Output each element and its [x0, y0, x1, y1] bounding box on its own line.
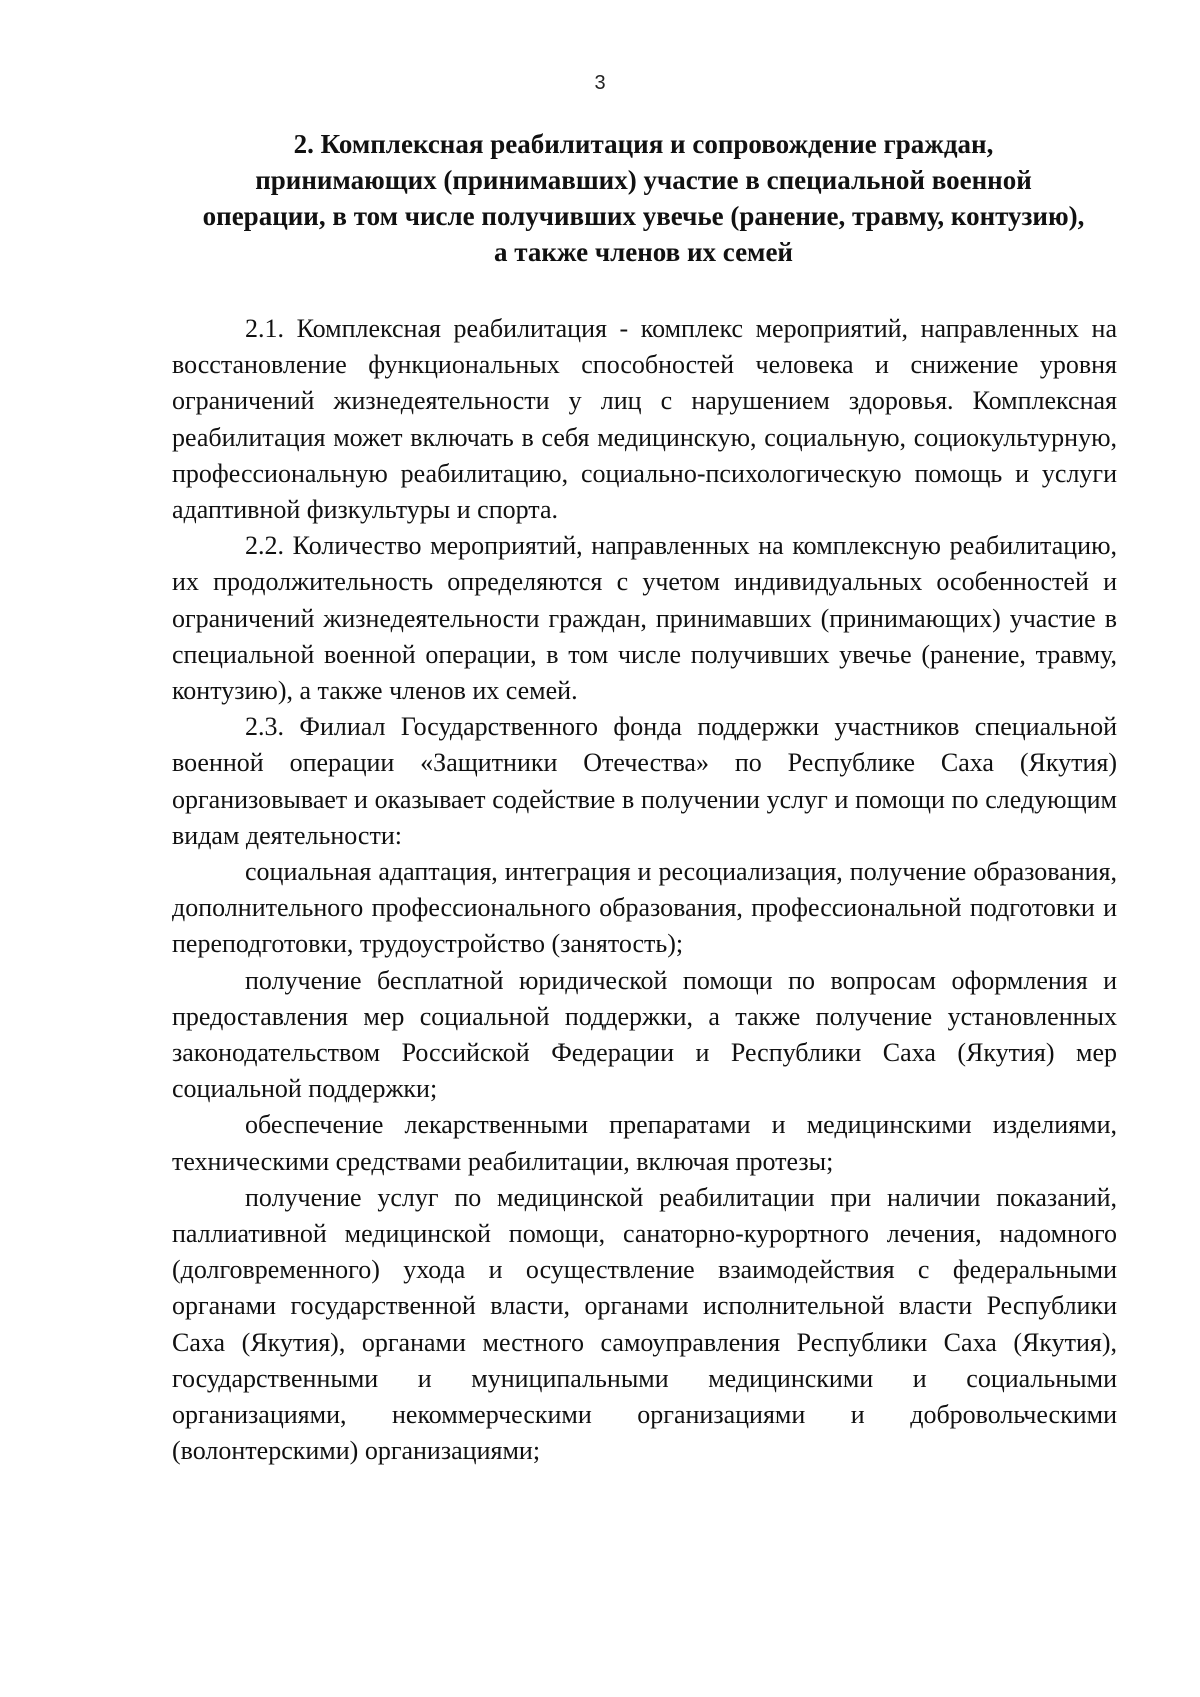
paragraph-2-1: 2.1. Комплексная реабилитация - комплекс мероприятий, направленных на восстановление функциональных способностей человека и снижение уровня ограничений жизнедеятельности у лиц с нарушением здоровья. Комплексная реабилитация может включать в себя медицинскую, социальную, социокультурную, профессиональную реабилитацию, социально-психологическую помощь и услуги адаптивной физкультуры и спорта.: [172, 314, 1117, 525]
heading-line: 2. Комплексная реабилитация и сопровождение граждан,: [293, 129, 994, 159]
list-item-legal-aid: получение бесплатной юридической помощи по вопросам оформления и предоставления мер социальной поддержки, а также получение установленных законодательством Российской Федерации и Республики Саха (Якутия) мер социальной поддержки;: [172, 965, 1117, 1104]
paragraph-2-2: 2.2. Количество мероприятий, направленных на комплексную реабилитацию, их продолжительность определяются с учетом индивидуальных особенностей и ограничений жизнедеятельности граждан, принимавших (принимающих) участие в специальной военной операции, в том числе получивших увечье (ранение, травму, контузию), а также членов их семей.: [172, 531, 1117, 706]
paragraph-2-3: 2.3. Филиал Государственного фонда поддержки участников специальной военной операции «Защитники Отечества» по Республике Саха (Якутия) организовывает и оказывает содействие в получении услуг и помощи по следующим видам деятельности:: [172, 712, 1117, 850]
list-item-medication-supply: обеспечение лекарственными препаратами и медицинскими изделиями, техническими средствами реабилитации, включая протезы;: [172, 1110, 1117, 1176]
heading-line: а также членов их семей: [494, 237, 793, 267]
heading-line: принимающих (принимавших) участие в специальной военной: [255, 165, 1032, 195]
list-item-social-adaptation: социальная адаптация, интеграция и ресоциализация, получение образования, дополнительного профессионального образования, профессиональной подготовки и переподготовки, трудоустройство (занятость);: [172, 857, 1117, 959]
document-body: [172, 311, 1117, 1470]
list-item-medical-rehabilitation: получение услуг по медицинской реабилитации при наличии показаний, паллиативной медицинской помощи, санаторно-курортного лечения, надомного (долговременного) ухода и осуществление взаимодействия с федеральными органами государственной власти, органами исполнительной власти Республики Саха (Якутия), органами местного самоуправления Республики Саха (Якутия), государственными и муниципальными медицинскими и социальными организациями, некоммерческими организациями и добровольческими (волонтерскими) организациями;: [172, 1182, 1117, 1466]
heading-line: операции, в том числе получивших увечье (ранение, травму, контузию),: [202, 201, 1085, 231]
page-number: 3: [594, 72, 606, 94]
section-heading: [170, 126, 1117, 270]
